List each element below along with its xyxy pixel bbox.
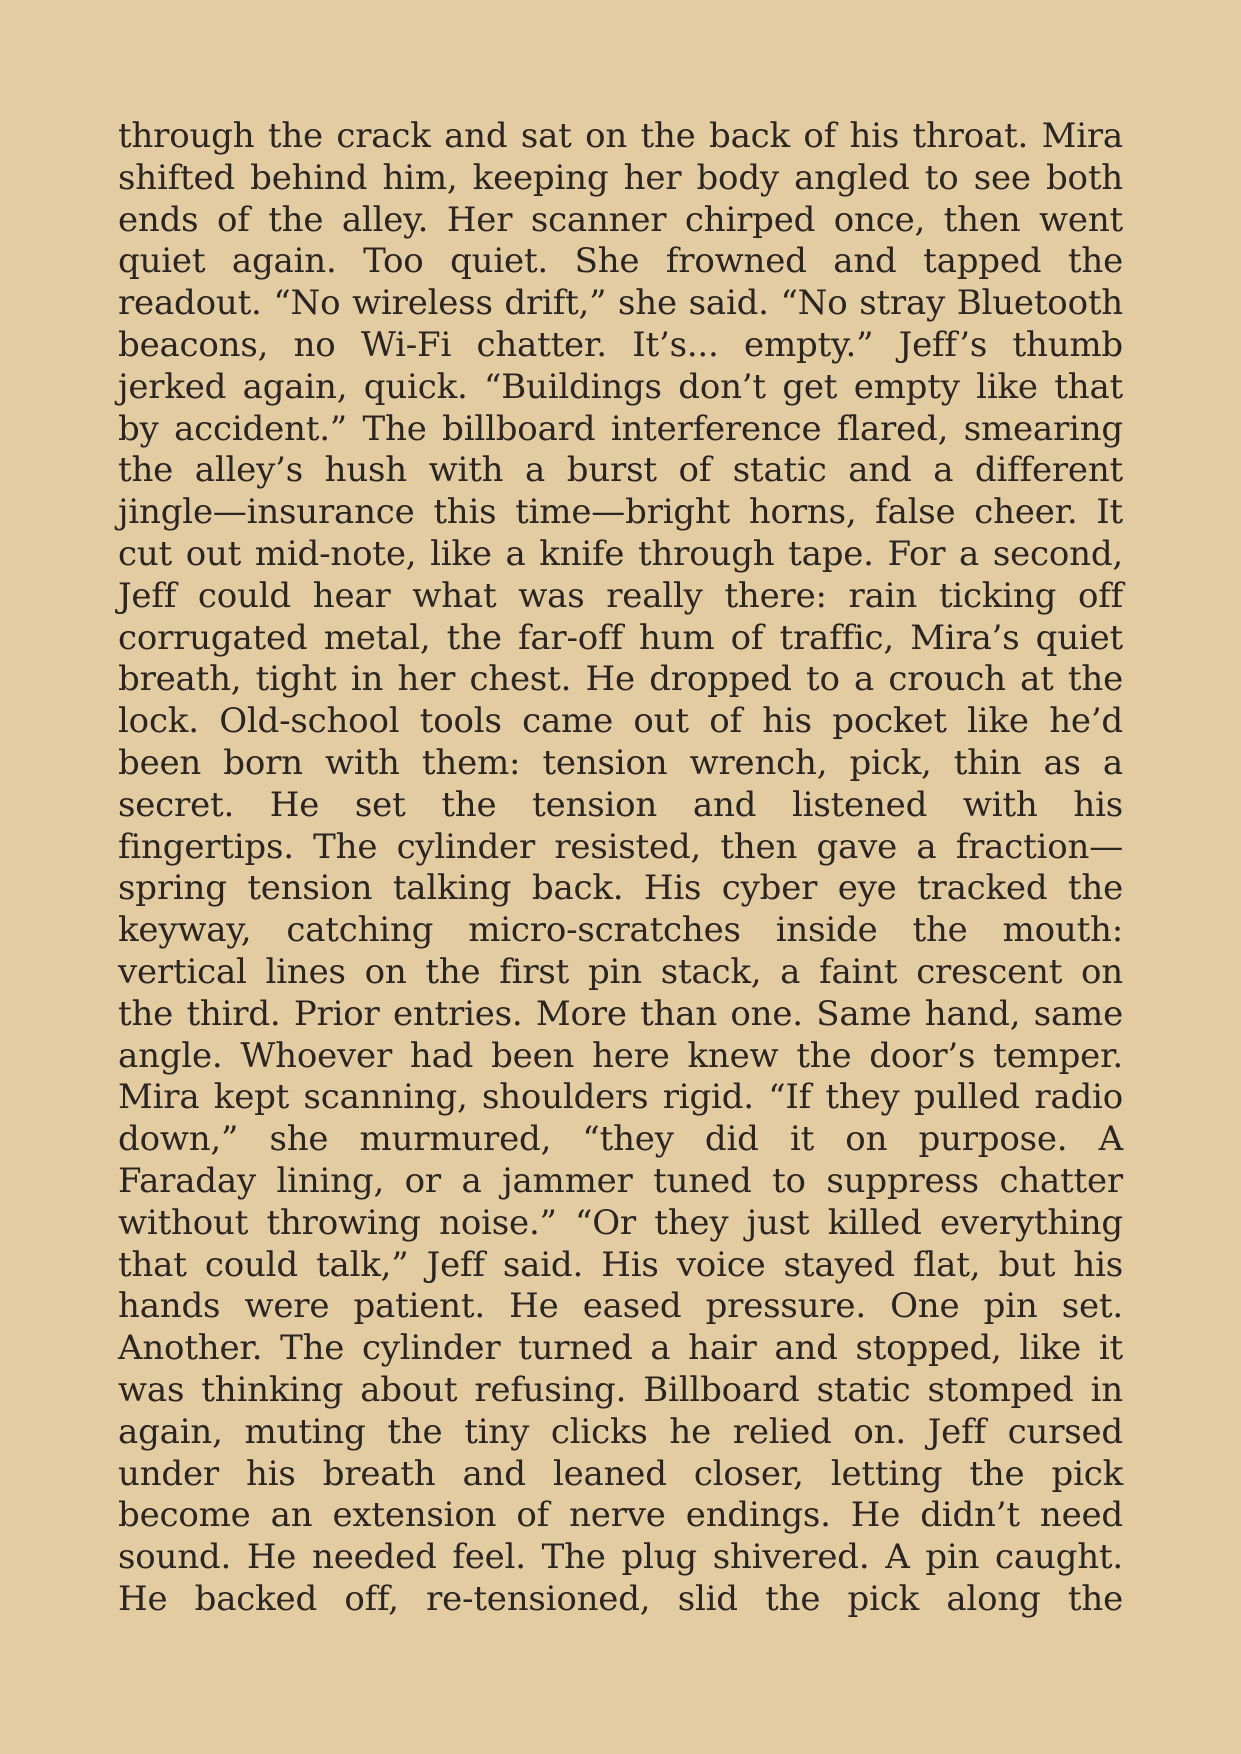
text-line: sound. He needed feel. The plug shivered. A pin caught. bbox=[118, 1537, 1123, 1578]
text-line: down,” she murmured, “they did it on purpose. A bbox=[118, 1119, 1123, 1160]
text-line: Jeff could hear what was really there: rain ticking off bbox=[118, 575, 1123, 616]
text-line: hands were patient. He eased pressure. One pin set. bbox=[118, 1286, 1123, 1327]
text-line: under his breath and leaned closer, letting the pick bbox=[118, 1453, 1123, 1494]
text-line: beacons, no Wi-Fi chatter. It’s... empty.” Jeff’s thumb bbox=[118, 324, 1123, 365]
text-line: cut out mid-note, like a knife through tape. For a second, bbox=[118, 533, 1123, 574]
text-line: spring tension talking back. His cyber eye tracked the bbox=[118, 868, 1123, 909]
text-line: corrugated metal, the far-off hum of traffic, Mira’s quiet bbox=[118, 617, 1123, 658]
text-line: ends of the alley. Her scanner chirped once, then went bbox=[118, 199, 1123, 240]
text-line: Faraday lining, or a jammer tuned to suppress chatter bbox=[118, 1160, 1123, 1201]
text-line: jingle—insurance this time—bright horns, false cheer. It bbox=[118, 492, 1123, 533]
text-line: jerked again, quick. “Buildings don’t get empty like that bbox=[118, 366, 1123, 407]
text-line: He backed off, re-tensioned, slid the pick along the bbox=[118, 1578, 1123, 1619]
body-text bbox=[118, 116, 1123, 1621]
text-line: readout. “No wireless drift,” she said. “No stray Bluetooth bbox=[118, 283, 1123, 324]
text-line: that could talk,” Jeff said. His voice stayed flat, but his bbox=[118, 1244, 1123, 1285]
text-line: by accident.” The billboard interference flared, smearing bbox=[118, 408, 1123, 449]
text-line: breath, tight in her chest. He dropped to a crouch at the bbox=[118, 659, 1123, 700]
text-line: again, muting the tiny clicks he relied on. Jeff cursed bbox=[118, 1411, 1123, 1452]
text-line: the third. Prior entries. More than one. Same hand, same bbox=[118, 993, 1123, 1034]
text-line: was thinking about refusing. Billboard static stomped in bbox=[118, 1369, 1123, 1410]
text-line: Mira kept scanning, shoulders rigid. “If they pulled radio bbox=[118, 1077, 1123, 1118]
text-line: secret. He set the tension and listened with his bbox=[118, 784, 1123, 825]
text-line: been born with them: tension wrench, pick, thin as a bbox=[118, 742, 1123, 783]
text-line: the alley’s hush with a burst of static and a different bbox=[118, 450, 1123, 491]
text-line: angle. Whoever had been here knew the door’s temper. bbox=[118, 1035, 1123, 1076]
text-line: keyway, catching micro-scratches inside the mouth: bbox=[118, 910, 1123, 951]
text-line: through the crack and sat on the back of his throat. Mira bbox=[118, 116, 1123, 156]
text-line: shifted behind him, keeping her body angled to see both bbox=[118, 157, 1123, 198]
text-line: become an extension of nerve endings. He didn’t need bbox=[118, 1495, 1123, 1536]
text-line: quiet again. Too quiet. She frowned and tapped the bbox=[118, 241, 1123, 282]
text-line: vertical lines on the first pin stack, a faint crescent on bbox=[118, 951, 1123, 992]
text-line: fingertips. The cylinder resisted, then gave a fraction— bbox=[118, 826, 1123, 867]
text-line: lock. Old-school tools came out of his pocket like he’d bbox=[118, 701, 1123, 742]
text-line: without throwing noise.” “Or they just killed everything bbox=[118, 1202, 1123, 1243]
text-line: Another. The cylinder turned a hair and stopped, like it bbox=[118, 1328, 1123, 1369]
